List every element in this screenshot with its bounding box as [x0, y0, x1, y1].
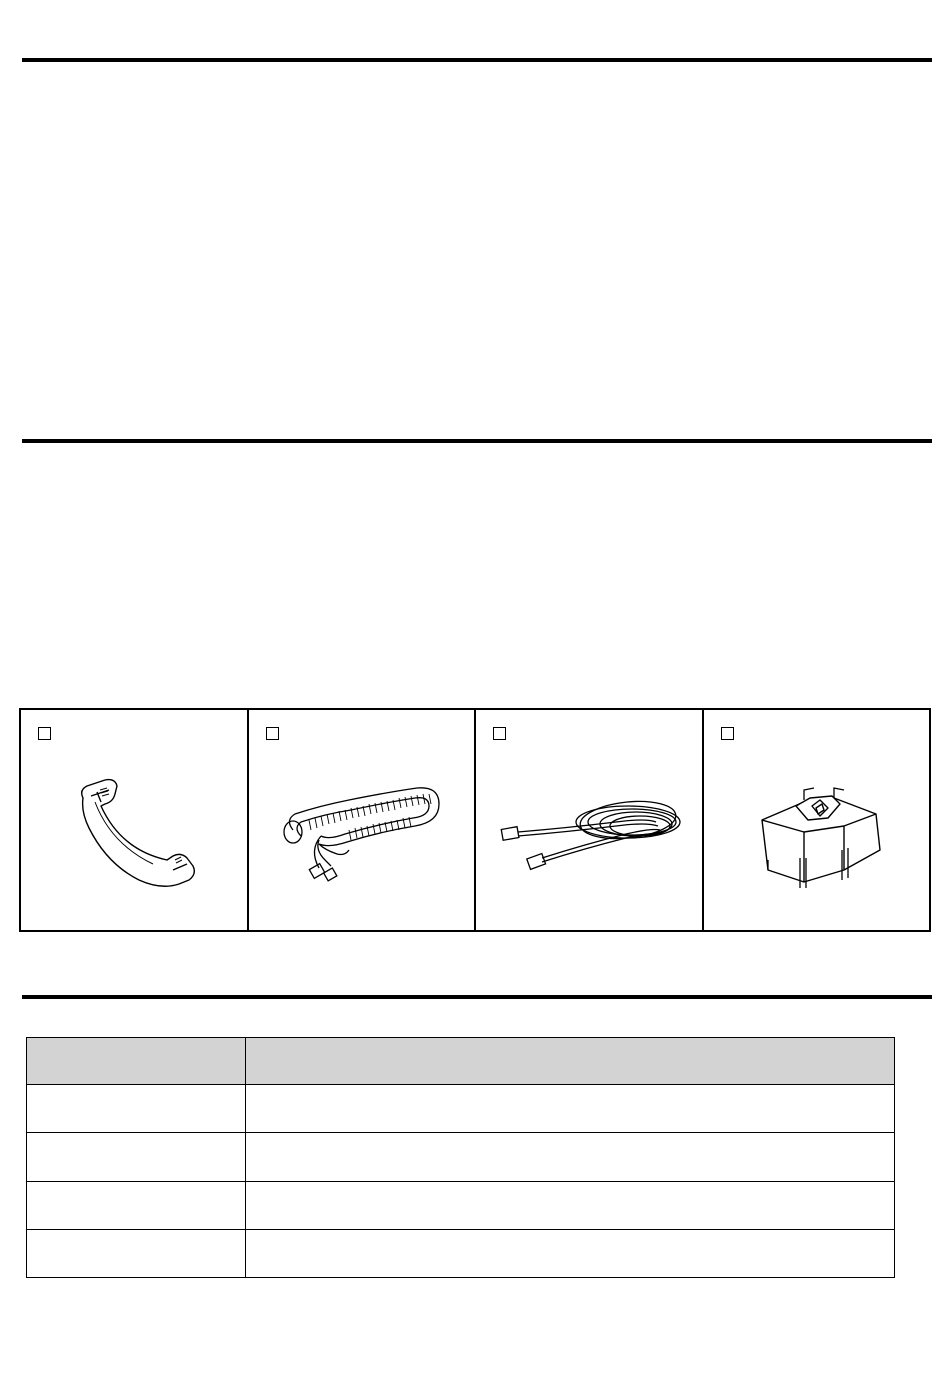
table-cell [246, 1133, 895, 1181]
table-cell [246, 1229, 895, 1277]
table-cell [27, 1181, 246, 1229]
handset-icon [21, 710, 247, 930]
bracket-icon [704, 710, 930, 930]
table-header-row [27, 1038, 895, 1085]
part-cell-wall-bracket [704, 710, 930, 930]
part-cell-handset-cord [249, 710, 477, 930]
part-cell-handset [21, 710, 249, 930]
table-row [27, 1229, 895, 1277]
part-cell-line-cord [476, 710, 704, 930]
section-divider-2 [22, 439, 932, 443]
section-divider-3 [22, 995, 932, 999]
section-divider-1 [22, 58, 932, 62]
table-cell [27, 1133, 246, 1181]
table-cell [27, 1229, 246, 1277]
table-header-cell [27, 1038, 246, 1085]
table-cell [246, 1181, 895, 1229]
specifications-table [26, 1037, 895, 1278]
table-row [27, 1181, 895, 1229]
table-cell [27, 1085, 246, 1133]
table-cell [246, 1085, 895, 1133]
table-row [27, 1085, 895, 1133]
parts-checklist [19, 708, 931, 932]
coiled-cord-icon [249, 710, 475, 930]
table-header-cell [246, 1038, 895, 1085]
table-row [27, 1133, 895, 1181]
line-cord-icon [476, 710, 702, 930]
